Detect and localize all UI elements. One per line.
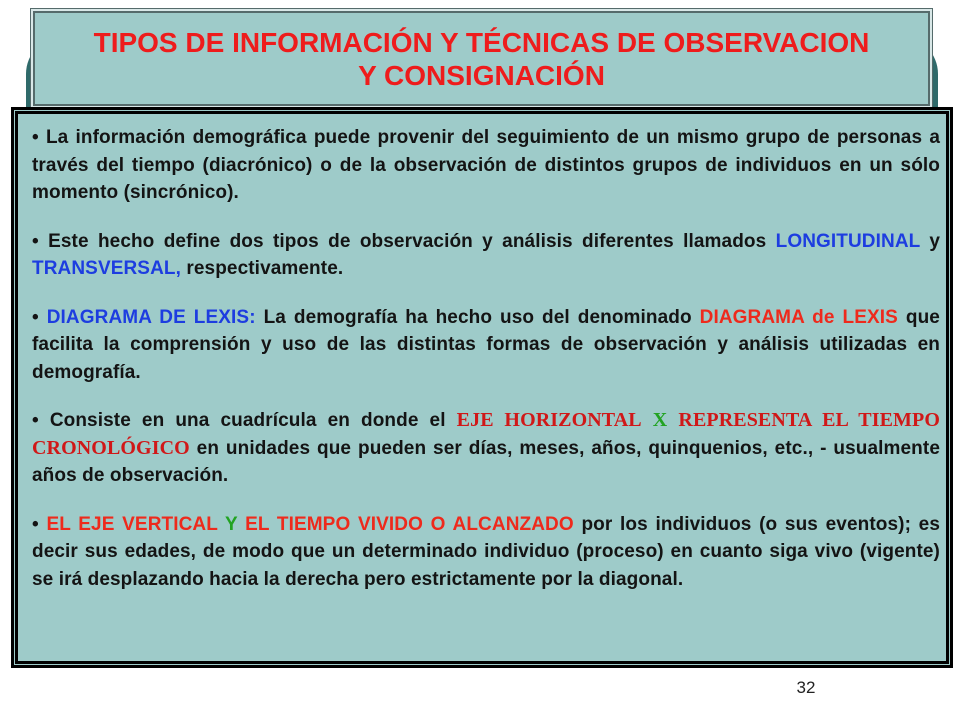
lexis-heading: DIAGRAMA DE LEXIS: <box>46 306 256 328</box>
slide-title-line-1: TIPOS DE INFORMACIÓN Y TÉCNICAS DE OBSERVACION <box>93 26 870 58</box>
content-panel-inner-border <box>14 110 950 665</box>
term-vertical-axis: EL EJE VERTICAL <box>46 513 218 535</box>
term-lived-time: EL TIEMPO VIVIDO O ALCANZADO <box>245 513 574 535</box>
slide-title-line-2: Y CONSIGNACIÓN <box>358 59 605 91</box>
paragraph-text: Consiste en una cuadrícula en donde el <box>49 410 446 431</box>
paragraph-text: en unidades que pueden ser días, meses, años, quinquenios, etc., - usualmente años de observación. <box>32 437 940 486</box>
paragraph-text: por los individuos (o sus eventos); es decir sus edades, de modo que un determinado individuo (proceso) en cuanto siga vivo (vigente) se irá desplazando hacia la derecha pero estrictamente por la diagonal. <box>32 513 941 590</box>
term-transversal: TRANSVERSAL, <box>32 258 181 279</box>
content-panel <box>18 114 946 661</box>
paragraph-horizontal-axis <box>32 407 940 490</box>
paragraph-text: respectivamente. <box>186 258 344 279</box>
paragraph-observation-types <box>32 228 940 283</box>
paragraph-text: Este hecho define dos tipos de observación y análisis diferentes llamados <box>48 230 767 252</box>
title-box <box>33 11 930 106</box>
bullet: • <box>32 513 39 535</box>
paragraph-lexis-diagram <box>32 304 940 387</box>
term-horizontal-axis: EJE HORIZONTAL <box>456 409 642 431</box>
paragraph-text: y <box>929 230 941 252</box>
term-longitudinal: LONGITUDINAL <box>775 230 921 252</box>
paragraph-vertical-axis <box>32 511 940 594</box>
bullet: • <box>32 306 39 328</box>
term-x: X <box>652 409 668 431</box>
content-panel-frame <box>11 107 953 668</box>
term-y: Y <box>224 513 238 535</box>
paragraph-text: La demografía ha hecho uso del denominado <box>263 306 692 328</box>
term-lexis-diagram: DIAGRAMA de LEXIS <box>699 306 898 328</box>
paragraph-text: que facilita la comprensión y uso de las distintas formas de observación y análisis utilizadas en demografía. <box>32 306 940 383</box>
bullet: • <box>32 127 39 148</box>
paragraph-text: La información demográfica puede provenir del seguimiento de un mismo grupo de personas a través del tiempo (diacrónico) o de la observación de distintos grupos de individuos en un sólo momento (sincrónico). <box>32 127 940 203</box>
term-chronological-time: REPRESENTA EL TIEMPO CRONOLÓGICO <box>32 409 940 459</box>
page-number: 32 <box>796 678 816 697</box>
bullet: • <box>32 410 39 431</box>
slide-title <box>42 26 922 92</box>
bullet: • <box>32 230 39 252</box>
paragraph-information-sources <box>32 124 940 207</box>
